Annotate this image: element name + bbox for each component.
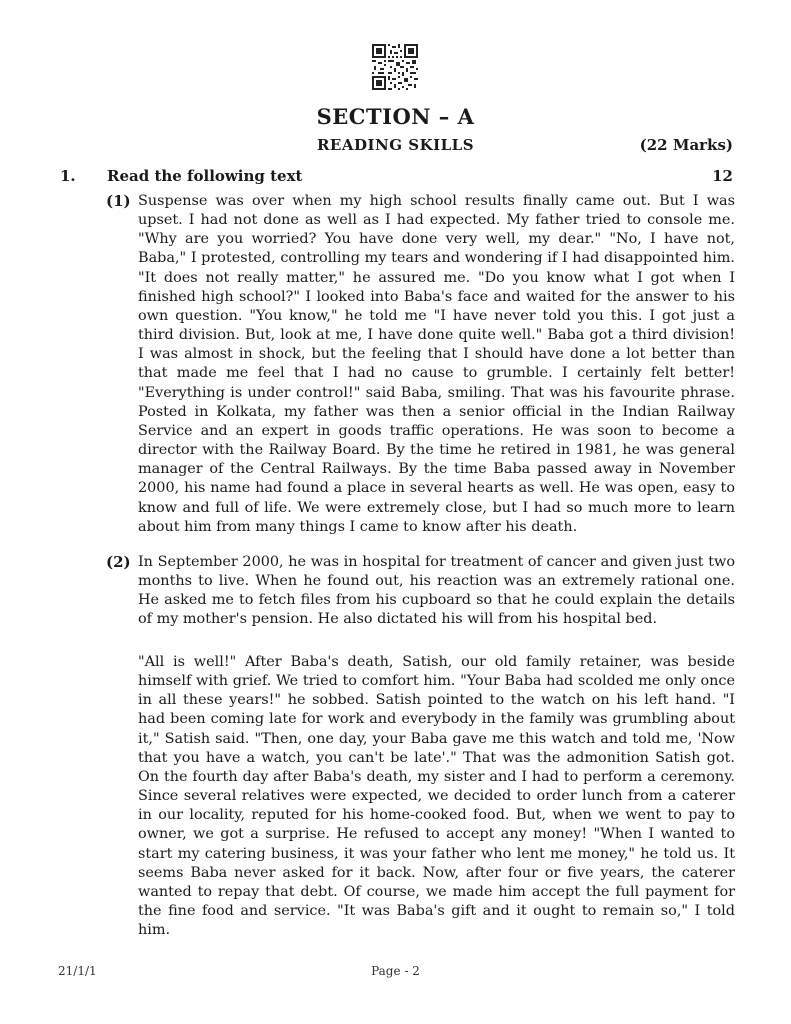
passage-paragraph-3: "All is well!" After Baba's death, Satish, our old family retainer, was beside himself with grief. We tried to comfort him. "Your Baba had scolded me only once in all these years!" he sobbed. Satish pointed to the watch on his left hand. "I had been coming late for work and everybody in the family was grumbling about it," Satish said. "Then, one day, your Baba gave me this watch and told me, 'Now that you have a watch, you can't be late'." That was the admonition Satish got. On the fourth day after Baba's death, my sister and I had to perform a ceremony. Since several relatives were expected, we decided to order lunch from a caterer in our locality, reputed for his home-cooked food. But, when we went to pay to owner, we got a surprise. He refused to accept any money! "When I wanted to start my catering business, it was your father who lent me money," he told us. It seems Baba never asked for it back. Now, after four or five years, the caterer wanted to repay that debt. Of course, we made him accept the full payment for the fine food and service. "It was Baba's gift and it ought to remain so," I told him. <box>138 654 735 939</box>
section-marks: (22 Marks) <box>639 136 733 154</box>
section-title: SECTION – A <box>316 104 475 129</box>
page-number: Page - 2 <box>371 964 420 978</box>
question-number: 1. <box>60 167 76 185</box>
section-subtitle: READING SKILLS <box>316 136 475 154</box>
passage-paragraph-2: In September 2000, he was in hospital for treatment of cancer and given just two months to live. When he found out, his reaction was an extremely rational one. He asked me to fetch files from his cupboard so that he could explain the details of my mother's pension. He also dictated his will from his hospital bed. <box>138 554 735 628</box>
passage-paragraph-1: Suspense was over when my high school results finally came out. But I was upset. I had not done as well as I had expected. My father tried to console me. "Why are you worried? You have done very well, my dear." "No, I have not, Baba," I protested, controlling my tears and wondering if I had disappointed him. "It does not really matter," he assured me. "Do you know what I got when I finished high school?" I looked into Baba's face and waited for the answer to his own question. "You know," he told me "I have never told you this. I got just a third division. But, look at me, I have done quite well." Baba got a third division! I was almost in shock, but the feeling that I should have done a lot better than that made me feel that I had no cause to grumble. I certainly felt better! "Everything is under control!" said Baba, smiling. That was his favourite phrase. Posted in Kolkata, my father was then a senior official in the Indian Railway Service and an expert in goods traffic operations. He was soon to become a director with the Railway Board. By the time he retired in 1981, he was general manager of the Central Railways. By the time Baba passed away in November 2000, his name had found a place in several hearts as well. He was open, easy to know and full of life. We were extremely close, but I had so much more to learn about him from many things I came to know after his death. <box>138 193 735 535</box>
paper-code: 21/1/1 <box>58 964 97 978</box>
paragraph-label-2: (2) <box>106 553 131 571</box>
paragraph-label-1: (1) <box>106 192 131 210</box>
question-marks: 12 <box>712 167 733 185</box>
qr-code-icon <box>372 44 418 90</box>
question-instruction: Read the following text <box>107 167 303 185</box>
